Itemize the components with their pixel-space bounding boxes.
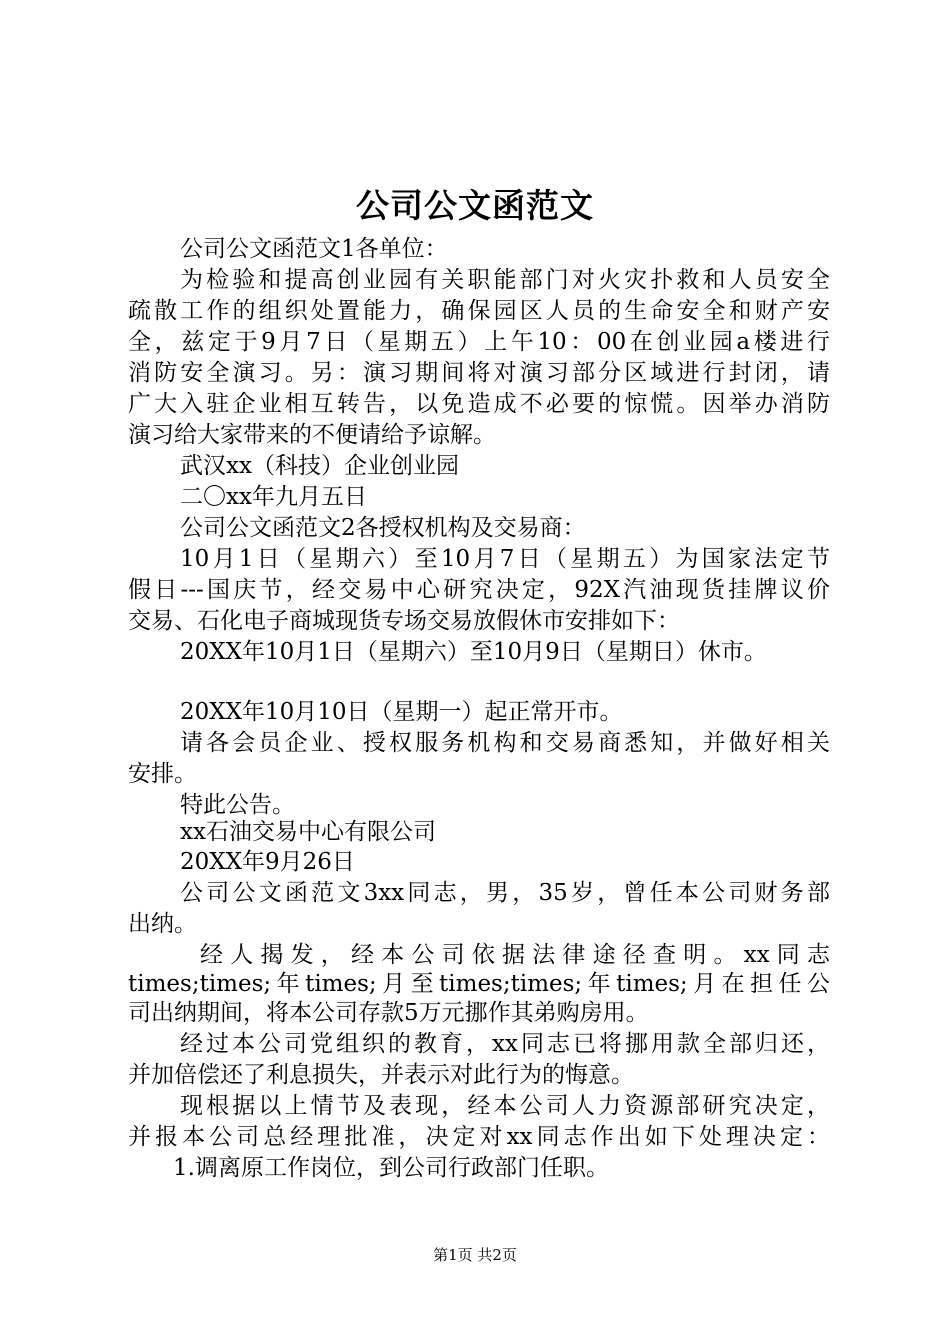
paragraph-line: 10月1日（星期六）至10月7日（星期五）为国家法定节 <box>180 546 830 572</box>
paragraph-line: 1.调离原工作岗位，到公司行政部门任职。 <box>173 1155 609 1181</box>
paragraph-line: 交易、石化电子商城现货专场交易放假休市安排如下： <box>128 608 680 634</box>
paragraph-line: 请各会员企业、授权服务机构和交易商悉知，并做好相关 <box>180 730 830 756</box>
paragraph-line: 公司公文函范文1各单位： <box>180 236 448 262</box>
paragraph-line: times;times;年times;月至times;times;年times;月在担任公 <box>128 971 830 997</box>
paragraph-line: 20XX年9月26日 <box>180 849 355 875</box>
paragraph-line: 假日---国庆节，经交易中心研究决定，92X汽油现货挂牌议价 <box>128 577 830 603</box>
paragraph-line: 安排。 <box>128 761 197 787</box>
paragraph-line: 经人揭发，经本公司依据法律途径查明。xx同志 <box>200 942 830 968</box>
paragraph-line: 并报本公司总经理批准，决定对xx同志作出如下处理决定： <box>128 1124 830 1150</box>
paragraph-line: 公司公文函范文2各授权机构及交易商： <box>180 515 586 541</box>
paragraph-line: 全，兹定于9月7日（星期五）上午10：00在创业园a楼进行 <box>128 329 830 355</box>
paragraph-line: 疏散工作的组织处置能力，确保园区人员的生命安全和财产安 <box>128 298 830 324</box>
paragraph-line: 广大入驻企业相互转告，以免造成不必要的惊慌。因举办消防 <box>128 391 830 417</box>
paragraph-line: 武汉xx（科技）企业创业园 <box>180 453 459 479</box>
paragraph-line: 公司公文函范文3xx同志，男，35岁，曾任本公司财务部 <box>180 880 830 906</box>
paragraph-line: 并加倍偿还了利息损失，并表示对此行为的悔意。 <box>128 1062 634 1088</box>
page-footer: 第1页 共2页 <box>433 1246 517 1264</box>
paragraph-line: 消防安全演习。另：演习期间将对演习部分区域进行封闭，请 <box>128 360 830 386</box>
paragraph-line: 演习给大家带来的不便请给予谅解。 <box>128 422 496 448</box>
paragraph-line: 现根据以上情节及表现，经本公司人力资源部研究决定， <box>180 1093 830 1119</box>
paragraph-line: 出纳。 <box>128 911 197 937</box>
paragraph-line: 20XX年10月1日（星期六）至10月9日（星期日）休市。 <box>180 639 767 665</box>
paragraph-line: 司出纳期间，将本公司存款5万元挪作其弟购房用。 <box>128 1000 649 1026</box>
paragraph-line: 特此公告。 <box>180 792 295 818</box>
document-title: 公司公文函范文 <box>356 186 594 225</box>
paragraph-line: 经过本公司党组织的教育，xx同志已将挪用款全部归还， <box>180 1031 830 1057</box>
paragraph-line: 为检验和提高创业园有关职能部门对火灾扑救和人员安全 <box>180 267 830 293</box>
paragraph-line: 二〇xx年九月五日 <box>180 484 367 510</box>
paragraph-line: 20XX年10月10日（星期一）起正常开市。 <box>180 699 623 725</box>
paragraph-line: xx石油交易中心有限公司 <box>180 819 436 845</box>
